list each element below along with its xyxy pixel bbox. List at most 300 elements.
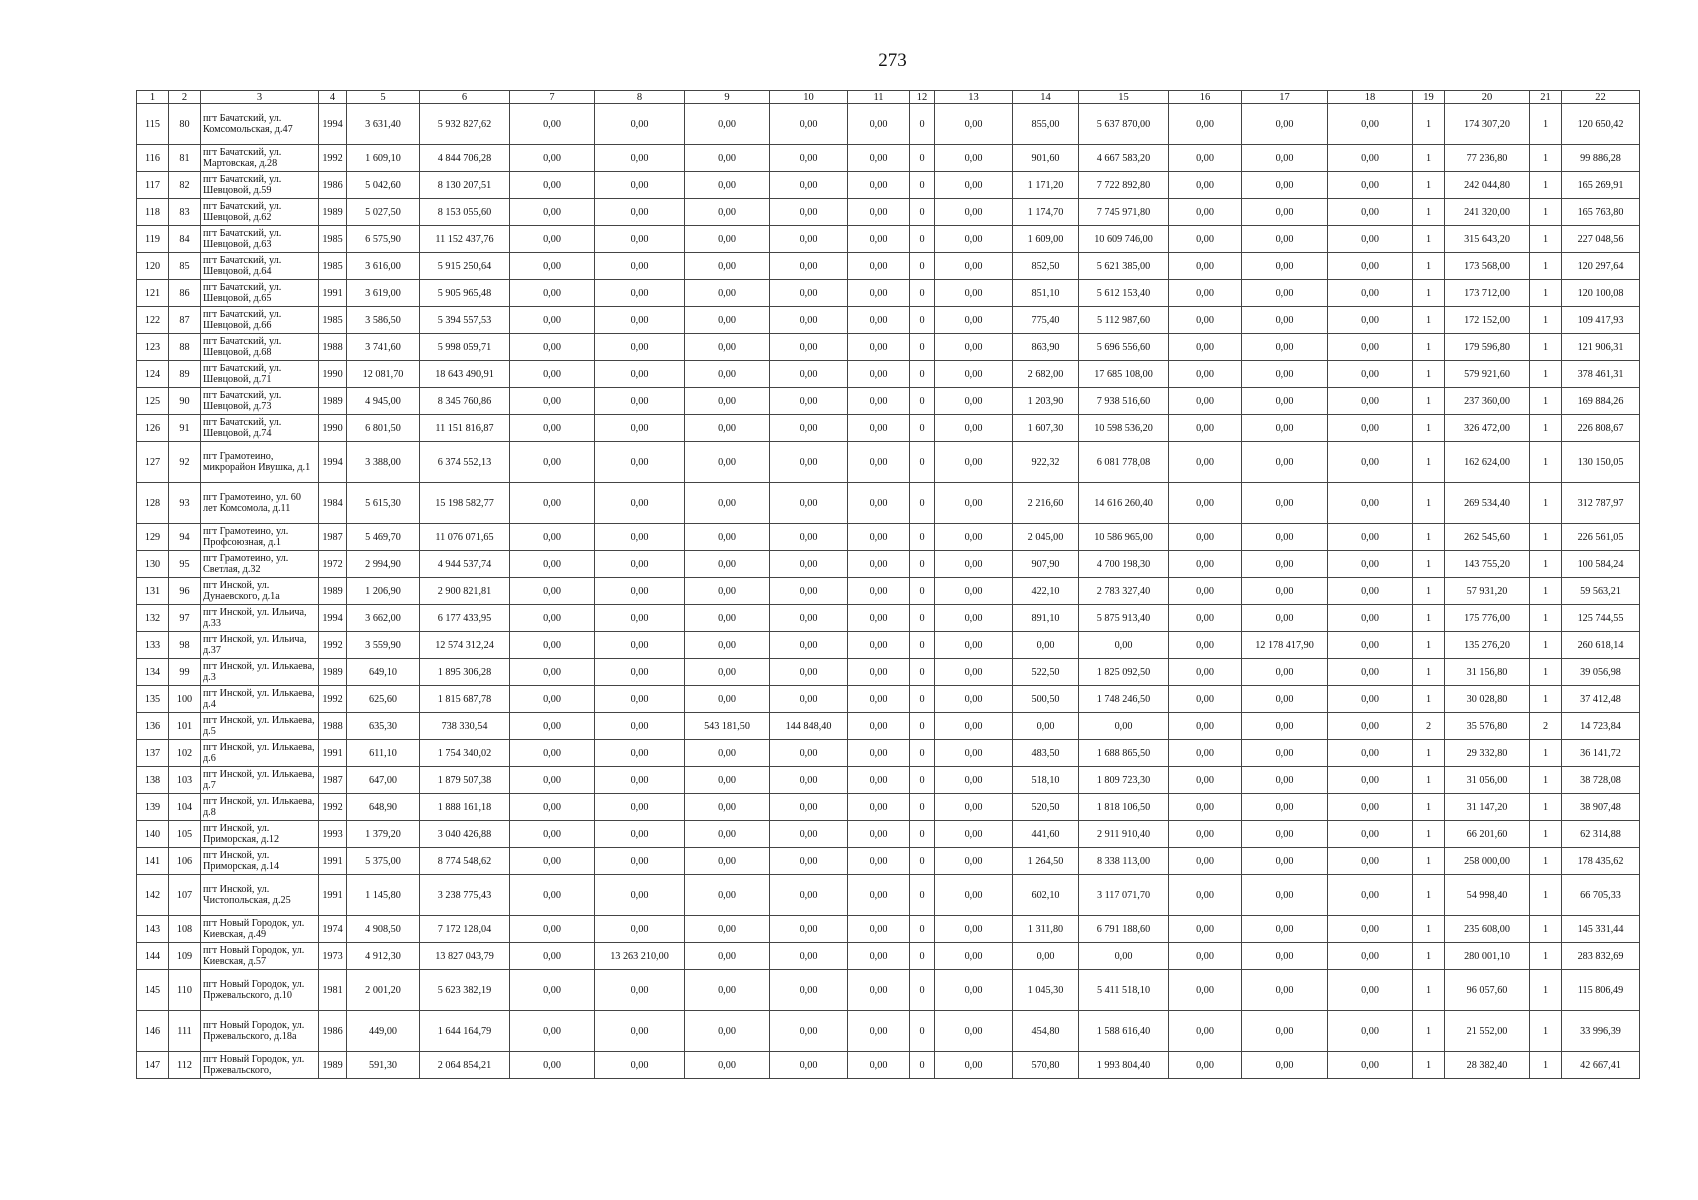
table-cell: 0,00 bbox=[848, 483, 910, 524]
table-cell: 1973 bbox=[319, 943, 347, 970]
table-cell: 88 bbox=[169, 334, 201, 361]
table-cell: 126 bbox=[137, 415, 169, 442]
table-cell: 66 705,33 bbox=[1562, 875, 1640, 916]
table-cell: 0,00 bbox=[1013, 632, 1079, 659]
address-cell: пгт Бачатский, ул. Шевцовой, д.63 bbox=[201, 226, 319, 253]
table-cell: 543 181,50 bbox=[685, 713, 770, 740]
table-cell: 0,00 bbox=[848, 145, 910, 172]
table-cell: 173 568,00 bbox=[1445, 253, 1530, 280]
table-cell: 0,00 bbox=[848, 388, 910, 415]
table-cell: 454,80 bbox=[1013, 1011, 1079, 1052]
table-cell: 0,00 bbox=[510, 172, 595, 199]
table-cell: 0,00 bbox=[848, 334, 910, 361]
table-cell: 35 576,80 bbox=[1445, 713, 1530, 740]
table-cell: 1 bbox=[1413, 875, 1445, 916]
table-cell: 12 178 417,90 bbox=[1242, 632, 1328, 659]
table-cell: 1 bbox=[1530, 253, 1562, 280]
table-cell: 0,00 bbox=[1242, 307, 1328, 334]
table-cell: 77 236,80 bbox=[1445, 145, 1530, 172]
table-cell: 235 608,00 bbox=[1445, 916, 1530, 943]
table-cell: 1 bbox=[1413, 916, 1445, 943]
table-cell: 0,00 bbox=[1169, 578, 1242, 605]
table-cell: 17 685 108,00 bbox=[1079, 361, 1169, 388]
table-cell: 29 332,80 bbox=[1445, 740, 1530, 767]
table-cell: 0,00 bbox=[595, 794, 685, 821]
table-cell: 1 bbox=[1413, 361, 1445, 388]
table-cell: 0,00 bbox=[595, 970, 685, 1011]
table-cell: 0,00 bbox=[1169, 172, 1242, 199]
table-cell: 2 900 821,81 bbox=[420, 578, 510, 605]
table-cell: 0,00 bbox=[1169, 848, 1242, 875]
table-cell: 1 bbox=[1530, 943, 1562, 970]
table-cell: 1 bbox=[1413, 388, 1445, 415]
address-cell: пгт Новый Городок, ул. Пржевальского, bbox=[201, 1052, 319, 1079]
table-cell: 31 156,80 bbox=[1445, 659, 1530, 686]
table-cell: 0,00 bbox=[1242, 767, 1328, 794]
table-cell: 21 552,00 bbox=[1445, 1011, 1530, 1052]
table-cell: 1992 bbox=[319, 794, 347, 821]
table-cell: 0,00 bbox=[595, 199, 685, 226]
table-cell: 130 bbox=[137, 551, 169, 578]
data-table bbox=[136, 90, 1640, 1079]
table-cell: 4 912,30 bbox=[347, 943, 420, 970]
table-cell: 1988 bbox=[319, 713, 347, 740]
table-cell: 3 586,50 bbox=[347, 307, 420, 334]
table-cell: 0,00 bbox=[935, 605, 1013, 632]
table-cell: 133 bbox=[137, 632, 169, 659]
table-cell: 0,00 bbox=[1169, 875, 1242, 916]
table-cell: 0,00 bbox=[935, 442, 1013, 483]
table-cell: 103 bbox=[169, 767, 201, 794]
table-cell: 522,50 bbox=[1013, 659, 1079, 686]
table-row bbox=[137, 767, 1640, 794]
table-cell: 262 545,60 bbox=[1445, 524, 1530, 551]
table-cell: 0,00 bbox=[935, 794, 1013, 821]
table-cell: 3 559,90 bbox=[347, 632, 420, 659]
table-cell: 0,00 bbox=[1013, 943, 1079, 970]
table-cell: 1985 bbox=[319, 307, 347, 334]
table-cell: 1 bbox=[1413, 578, 1445, 605]
table-cell: 1992 bbox=[319, 686, 347, 713]
table-cell: 1 bbox=[1413, 442, 1445, 483]
table-cell: 0,00 bbox=[935, 172, 1013, 199]
table-cell: 1989 bbox=[319, 388, 347, 415]
table-cell: 87 bbox=[169, 307, 201, 334]
table-cell: 0,00 bbox=[848, 1011, 910, 1052]
table-cell: 0,00 bbox=[1242, 415, 1328, 442]
table-cell: 1 bbox=[1530, 415, 1562, 442]
table-cell: 138 bbox=[137, 767, 169, 794]
table-row bbox=[137, 145, 1640, 172]
table-cell: 0 bbox=[910, 483, 935, 524]
table-cell: 0,00 bbox=[935, 713, 1013, 740]
table-cell: 0,00 bbox=[685, 280, 770, 307]
table-cell: 0 bbox=[910, 848, 935, 875]
table-cell: 0,00 bbox=[935, 1011, 1013, 1052]
table-cell: 18 643 490,91 bbox=[420, 361, 510, 388]
table-cell: 2 001,20 bbox=[347, 970, 420, 1011]
address-cell: пгт Бачатский, ул. Шевцовой, д.66 bbox=[201, 307, 319, 334]
table-cell: 1 379,20 bbox=[347, 821, 420, 848]
table-cell: 2 216,60 bbox=[1013, 483, 1079, 524]
table-cell: 1 bbox=[1413, 551, 1445, 578]
address-cell: пгт Инской, ул. Ильича, д.33 bbox=[201, 605, 319, 632]
table-cell: 28 382,40 bbox=[1445, 1052, 1530, 1079]
table-cell: 269 534,40 bbox=[1445, 483, 1530, 524]
table-cell: 500,50 bbox=[1013, 686, 1079, 713]
table-cell: 0 bbox=[910, 361, 935, 388]
table-cell: 0,00 bbox=[935, 483, 1013, 524]
table-cell: 0,00 bbox=[935, 334, 1013, 361]
column-header: 17 bbox=[1242, 91, 1328, 104]
table-cell: 0,00 bbox=[1242, 199, 1328, 226]
table-cell: 0,00 bbox=[595, 253, 685, 280]
table-cell: 0,00 bbox=[935, 226, 1013, 253]
table-cell: 5 623 382,19 bbox=[420, 970, 510, 1011]
table-cell: 0 bbox=[910, 104, 935, 145]
table-cell: 109 bbox=[169, 943, 201, 970]
address-cell: пгт Бачатский, ул. Шевцовой, д.59 bbox=[201, 172, 319, 199]
column-header: 14 bbox=[1013, 91, 1079, 104]
table-cell: 0,00 bbox=[685, 145, 770, 172]
table-cell: 0,00 bbox=[510, 253, 595, 280]
table-cell: 0,00 bbox=[595, 483, 685, 524]
table-cell: 0 bbox=[910, 970, 935, 1011]
table-cell: 1 bbox=[1530, 875, 1562, 916]
table-cell: 0,00 bbox=[770, 253, 848, 280]
table-cell: 2 064 854,21 bbox=[420, 1052, 510, 1079]
table-cell: 0,00 bbox=[1328, 713, 1413, 740]
table-cell: 141 bbox=[137, 848, 169, 875]
table-cell: 91 bbox=[169, 415, 201, 442]
table-cell: 1 bbox=[1413, 794, 1445, 821]
table-cell: 1 bbox=[1530, 659, 1562, 686]
table-cell: 0,00 bbox=[685, 415, 770, 442]
address-cell: пгт Бачатский, ул. Шевцовой, д.68 bbox=[201, 334, 319, 361]
table-cell: 0,00 bbox=[1242, 442, 1328, 483]
table-cell: 0,00 bbox=[848, 943, 910, 970]
table-cell: 1 bbox=[1413, 1052, 1445, 1079]
table-cell: 0,00 bbox=[1328, 199, 1413, 226]
table-cell: 922,32 bbox=[1013, 442, 1079, 483]
table-cell: 2 bbox=[1530, 713, 1562, 740]
table-cell: 0,00 bbox=[848, 875, 910, 916]
table-cell: 0,00 bbox=[685, 632, 770, 659]
table-cell: 0,00 bbox=[685, 172, 770, 199]
table-cell: 12 574 312,24 bbox=[420, 632, 510, 659]
table-row bbox=[137, 551, 1640, 578]
table-row bbox=[137, 334, 1640, 361]
table-cell: 54 998,40 bbox=[1445, 875, 1530, 916]
table-cell: 0 bbox=[910, 226, 935, 253]
table-cell: 0,00 bbox=[510, 415, 595, 442]
table-cell: 178 435,62 bbox=[1562, 848, 1640, 875]
table-cell: 0,00 bbox=[510, 767, 595, 794]
address-cell: пгт Инской, ул. Илькаева, д.5 bbox=[201, 713, 319, 740]
table-cell: 0,00 bbox=[510, 740, 595, 767]
address-cell: пгт Бачатский, ул. Шевцовой, д.64 bbox=[201, 253, 319, 280]
table-cell: 0,00 bbox=[510, 916, 595, 943]
table-cell: 0,00 bbox=[848, 551, 910, 578]
table-cell: 0,00 bbox=[1079, 632, 1169, 659]
table-cell: 1 bbox=[1530, 483, 1562, 524]
table-cell: 0,00 bbox=[848, 794, 910, 821]
table-cell: 579 921,60 bbox=[1445, 361, 1530, 388]
table-cell: 95 bbox=[169, 551, 201, 578]
table-row bbox=[137, 253, 1640, 280]
table-cell: 0,00 bbox=[685, 1011, 770, 1052]
table-cell: 1 bbox=[1530, 794, 1562, 821]
table-cell: 5 411 518,10 bbox=[1079, 970, 1169, 1011]
table-cell: 1 bbox=[1530, 199, 1562, 226]
table-cell: 611,10 bbox=[347, 740, 420, 767]
table-cell: 0,00 bbox=[770, 1052, 848, 1079]
table-cell: 0,00 bbox=[595, 551, 685, 578]
table-cell: 140 bbox=[137, 821, 169, 848]
table-row bbox=[137, 943, 1640, 970]
table-cell: 36 141,72 bbox=[1562, 740, 1640, 767]
table-cell: 0,00 bbox=[848, 524, 910, 551]
table-cell: 0 bbox=[910, 199, 935, 226]
table-cell: 0,00 bbox=[1242, 605, 1328, 632]
table-row bbox=[137, 740, 1640, 767]
table-cell: 0,00 bbox=[685, 334, 770, 361]
table-cell: 0,00 bbox=[595, 280, 685, 307]
address-cell: пгт Грамотеино, ул. 60 лет Комсомола, д.11 bbox=[201, 483, 319, 524]
table-cell: 0,00 bbox=[770, 145, 848, 172]
table-cell: 0,00 bbox=[848, 659, 910, 686]
table-cell: 38 907,48 bbox=[1562, 794, 1640, 821]
table-cell: 8 130 207,51 bbox=[420, 172, 510, 199]
table-row bbox=[137, 848, 1640, 875]
table-cell: 648,90 bbox=[347, 794, 420, 821]
address-cell: пгт Инской, ул. Илькаева, д.6 bbox=[201, 740, 319, 767]
table-cell: 0,00 bbox=[935, 740, 1013, 767]
table-cell: 1990 bbox=[319, 361, 347, 388]
table-row bbox=[137, 686, 1640, 713]
table-cell: 0,00 bbox=[848, 578, 910, 605]
table-cell: 0,00 bbox=[1169, 551, 1242, 578]
table-cell: 115 806,49 bbox=[1562, 970, 1640, 1011]
table-cell: 0,00 bbox=[848, 104, 910, 145]
table-cell: 0,00 bbox=[935, 524, 1013, 551]
table-cell: 0,00 bbox=[770, 916, 848, 943]
table-cell: 0,00 bbox=[1242, 686, 1328, 713]
table-cell: 0,00 bbox=[595, 307, 685, 334]
table-cell: 1 bbox=[1413, 253, 1445, 280]
table-cell: 1 815 687,78 bbox=[420, 686, 510, 713]
table-cell: 37 412,48 bbox=[1562, 686, 1640, 713]
table-cell: 0,00 bbox=[935, 104, 1013, 145]
table-cell: 1 bbox=[1413, 226, 1445, 253]
table-cell: 0 bbox=[910, 172, 935, 199]
table-cell: 6 791 188,60 bbox=[1079, 916, 1169, 943]
table-row bbox=[137, 415, 1640, 442]
table-cell: 0,00 bbox=[1169, 821, 1242, 848]
table-cell: 602,10 bbox=[1013, 875, 1079, 916]
table-cell: 0,00 bbox=[685, 551, 770, 578]
table-cell: 119 bbox=[137, 226, 169, 253]
column-header: 22 bbox=[1562, 91, 1640, 104]
table-cell: 1 bbox=[1413, 307, 1445, 334]
table-cell: 104 bbox=[169, 794, 201, 821]
table-cell: 1 bbox=[1530, 632, 1562, 659]
table-cell: 0,00 bbox=[595, 848, 685, 875]
table-cell: 1984 bbox=[319, 483, 347, 524]
table-cell: 1988 bbox=[319, 334, 347, 361]
table-cell: 1991 bbox=[319, 875, 347, 916]
table-cell: 0,00 bbox=[935, 875, 1013, 916]
table-cell: 6 374 552,13 bbox=[420, 442, 510, 483]
table-cell: 1 607,30 bbox=[1013, 415, 1079, 442]
table-cell: 0,00 bbox=[1328, 605, 1413, 632]
table-cell: 0,00 bbox=[770, 104, 848, 145]
table-cell: 283 832,69 bbox=[1562, 943, 1640, 970]
table-cell: 0,00 bbox=[935, 145, 1013, 172]
table-cell: 0,00 bbox=[935, 551, 1013, 578]
table-cell: 5 637 870,00 bbox=[1079, 104, 1169, 145]
table-cell: 0,00 bbox=[1169, 104, 1242, 145]
table-cell: 0 bbox=[910, 740, 935, 767]
table-cell: 0,00 bbox=[685, 875, 770, 916]
table-cell: 0,00 bbox=[1169, 483, 1242, 524]
table-cell: 0,00 bbox=[935, 361, 1013, 388]
table-cell: 2 682,00 bbox=[1013, 361, 1079, 388]
table-cell: 0,00 bbox=[1328, 686, 1413, 713]
table-cell: 89 bbox=[169, 361, 201, 388]
table-cell: 0,00 bbox=[1079, 943, 1169, 970]
table-cell: 1 818 106,50 bbox=[1079, 794, 1169, 821]
table-cell: 4 944 537,74 bbox=[420, 551, 510, 578]
table-cell: 2 045,00 bbox=[1013, 524, 1079, 551]
table-cell: 0,00 bbox=[1328, 226, 1413, 253]
table-cell: 0 bbox=[910, 605, 935, 632]
table-cell: 0 bbox=[910, 659, 935, 686]
table-cell: 0 bbox=[910, 1011, 935, 1052]
table-cell: 0,00 bbox=[1169, 361, 1242, 388]
table-cell: 105 bbox=[169, 821, 201, 848]
table-cell: 1989 bbox=[319, 199, 347, 226]
table-cell: 39 056,98 bbox=[1562, 659, 1640, 686]
address-cell: пгт Новый Городок, ул. Киевская, д.57 bbox=[201, 943, 319, 970]
table-cell: 0,00 bbox=[1079, 713, 1169, 740]
table-cell: 3 040 426,88 bbox=[420, 821, 510, 848]
table-cell: 1 bbox=[1530, 821, 1562, 848]
table-cell: 0,00 bbox=[1169, 767, 1242, 794]
table-cell: 0,00 bbox=[595, 226, 685, 253]
table-cell: 115 bbox=[137, 104, 169, 145]
table-cell: 0,00 bbox=[1242, 659, 1328, 686]
table-cell: 0,00 bbox=[1169, 970, 1242, 1011]
table-cell: 8 338 113,00 bbox=[1079, 848, 1169, 875]
table-cell: 62 314,88 bbox=[1562, 821, 1640, 848]
table-cell: 0,00 bbox=[935, 916, 1013, 943]
table-cell: 0 bbox=[910, 686, 935, 713]
table-cell: 312 787,97 bbox=[1562, 483, 1640, 524]
table-cell: 1 bbox=[1530, 970, 1562, 1011]
table-cell: 0,00 bbox=[510, 104, 595, 145]
column-header: 1 bbox=[137, 91, 169, 104]
table-cell: 120 bbox=[137, 253, 169, 280]
table-cell: 12 081,70 bbox=[347, 361, 420, 388]
table-cell: 0,00 bbox=[1328, 334, 1413, 361]
table-cell: 1 bbox=[1530, 280, 1562, 307]
table-cell: 0,00 bbox=[1242, 524, 1328, 551]
table-cell: 0,00 bbox=[935, 632, 1013, 659]
table-cell: 0,00 bbox=[1169, 307, 1242, 334]
table-cell: 1 bbox=[1413, 767, 1445, 794]
table-cell: 0,00 bbox=[935, 767, 1013, 794]
table-cell: 1 bbox=[1530, 334, 1562, 361]
table-cell: 0 bbox=[910, 280, 935, 307]
column-header: 10 bbox=[770, 91, 848, 104]
table-cell: 0,00 bbox=[685, 483, 770, 524]
table-cell: 0,00 bbox=[770, 970, 848, 1011]
table-cell: 165 269,91 bbox=[1562, 172, 1640, 199]
table-cell: 121 906,31 bbox=[1562, 334, 1640, 361]
table-cell: 5 615,30 bbox=[347, 483, 420, 524]
table-row bbox=[137, 605, 1640, 632]
address-cell: пгт Бачатский, ул. Шевцовой, д.71 bbox=[201, 361, 319, 388]
table-cell: 31 056,00 bbox=[1445, 767, 1530, 794]
table-cell: 0,00 bbox=[770, 442, 848, 483]
table-cell: 6 177 433,95 bbox=[420, 605, 510, 632]
table-cell: 0,00 bbox=[770, 307, 848, 334]
table-cell: 1 206,90 bbox=[347, 578, 420, 605]
table-cell: 901,60 bbox=[1013, 145, 1079, 172]
table-cell: 1987 bbox=[319, 524, 347, 551]
table-cell: 570,80 bbox=[1013, 1052, 1079, 1079]
table-cell: 0,00 bbox=[595, 1011, 685, 1052]
table-cell: 33 996,39 bbox=[1562, 1011, 1640, 1052]
table-cell: 143 755,20 bbox=[1445, 551, 1530, 578]
table-cell: 0,00 bbox=[1328, 172, 1413, 199]
table-cell: 0,00 bbox=[770, 605, 848, 632]
table-cell: 1985 bbox=[319, 253, 347, 280]
table-cell: 123 bbox=[137, 334, 169, 361]
table-cell: 625,60 bbox=[347, 686, 420, 713]
table-cell: 0,00 bbox=[510, 848, 595, 875]
table-cell: 2 783 327,40 bbox=[1079, 578, 1169, 605]
table-cell: 8 345 760,86 bbox=[420, 388, 510, 415]
table-cell: 0,00 bbox=[1328, 104, 1413, 145]
table-cell: 127 bbox=[137, 442, 169, 483]
table-cell: 0,00 bbox=[1169, 686, 1242, 713]
table-cell: 0 bbox=[910, 713, 935, 740]
table-cell: 0,00 bbox=[770, 659, 848, 686]
table-cell: 1 754 340,02 bbox=[420, 740, 510, 767]
table-cell: 0,00 bbox=[510, 794, 595, 821]
table-cell: 0,00 bbox=[510, 442, 595, 483]
table-cell: 38 728,08 bbox=[1562, 767, 1640, 794]
table-cell: 0,00 bbox=[935, 253, 1013, 280]
table-cell: 0,00 bbox=[935, 970, 1013, 1011]
table-cell: 0,00 bbox=[1328, 415, 1413, 442]
table-cell: 81 bbox=[169, 145, 201, 172]
table-cell: 1989 bbox=[319, 1052, 347, 1079]
table-cell: 0,00 bbox=[595, 713, 685, 740]
table-cell: 179 596,80 bbox=[1445, 334, 1530, 361]
table-cell: 0,00 bbox=[595, 686, 685, 713]
table-cell: 0,00 bbox=[510, 524, 595, 551]
table-cell: 108 bbox=[169, 916, 201, 943]
table-row bbox=[137, 483, 1640, 524]
table-cell: 0,00 bbox=[935, 307, 1013, 334]
table-cell: 1992 bbox=[319, 145, 347, 172]
table-cell: 5 112 987,60 bbox=[1079, 307, 1169, 334]
table-cell: 1 748 246,50 bbox=[1079, 686, 1169, 713]
table-cell: 0,00 bbox=[510, 483, 595, 524]
